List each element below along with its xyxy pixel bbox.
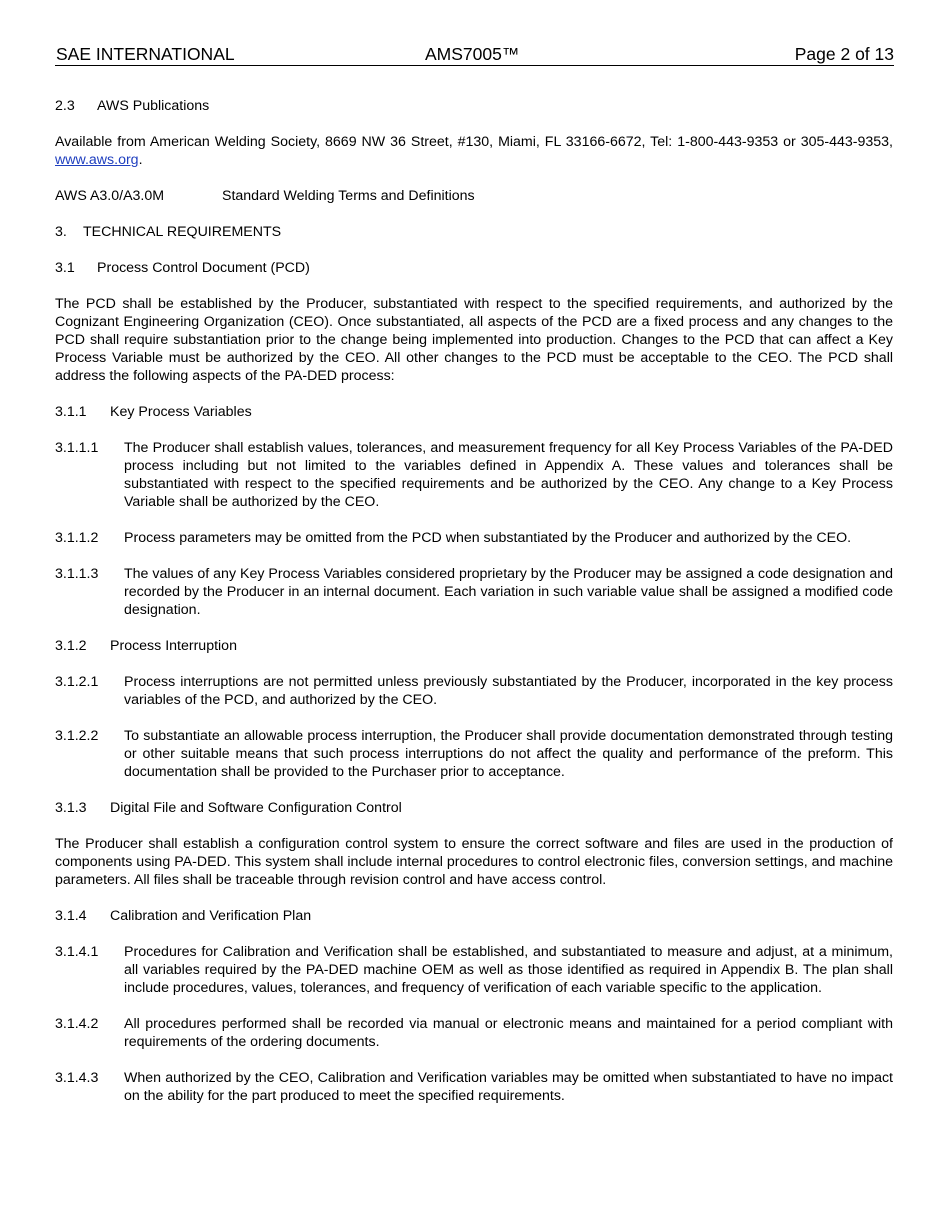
list-item bbox=[55, 1015, 893, 1051]
list-item bbox=[55, 439, 893, 511]
item-text: When authorized by the CEO, Calibration and Verification variables may be omitted when substantiated to have no impact on the ability for the part produced to meet the specified requirements. bbox=[124, 1070, 893, 1104]
item-text: Procedures for Calibration and Verification shall be established, and substantiated to measure and adjust, at a minimum, all variables required by the PA-DED machine OEM as well as those identified as required in Appendix B. The plan shall include procedures, values, tolerances, and frequency of verification of each variable specific to the application. bbox=[124, 944, 893, 996]
section-title: Process Control Document (PCD) bbox=[97, 260, 310, 276]
section-heading-3-1-4 bbox=[55, 907, 893, 925]
configuration-control-paragraph: The Producer shall establish a configuration control system to ensure the correct software and files are used in the production of components using PA-DED. This system shall include internal procedures to control electronic files, conversion settings, and machine parameters. All files shall be traceable through revision control and have access control. bbox=[55, 836, 893, 888]
section-number: 3.1.1 bbox=[55, 404, 87, 420]
section-heading-3-1 bbox=[55, 259, 893, 277]
list-item bbox=[55, 727, 893, 781]
item-number: 3.1.1.3 bbox=[55, 566, 99, 582]
section-heading-3-1-3 bbox=[55, 799, 893, 817]
header-page-number: Page 2 of 13 bbox=[794, 44, 894, 64]
section-number: 3.1 bbox=[55, 260, 75, 276]
section-title: Process Interruption bbox=[110, 638, 237, 654]
section-title: Calibration and Verification Plan bbox=[110, 908, 312, 924]
section-heading-3-1-2 bbox=[55, 637, 893, 655]
item-number: 3.1.4.1 bbox=[55, 944, 99, 960]
item-text: To substantiate an allowable process interruption, the Producer shall provide documentation demonstrated through testing or other suitable means that such process interruptions do not affect the quality and performance of the preform. This documentation shall be provided to the Purchaser prior to acceptance. bbox=[124, 728, 893, 780]
section-heading-3-1-1 bbox=[55, 403, 893, 421]
section-title: Key Process Variables bbox=[110, 404, 252, 420]
item-number: 3.1.4.3 bbox=[55, 1070, 99, 1086]
paragraph-text: Available from American Welding Society, 8669 NW 36 Street, #130, Miami, FL 33166-6672, Tel: 1-800-443-9353 or 305-443-9353, bbox=[55, 134, 893, 150]
section-title: Digital File and Software Configuration Control bbox=[110, 800, 402, 816]
paragraph-text-end: . bbox=[138, 152, 143, 168]
reference-entry bbox=[55, 187, 893, 205]
item-text: Process parameters may be omitted from the PCD when substantiated by the Producer and authorized by the CEO. bbox=[124, 530, 852, 546]
item-text: The values of any Key Process Variables considered proprietary by the Producer may be assigned a code designation and recorded by the Producer in an internal document. Each variation in such variable value shall be assigned a modified code designation. bbox=[124, 566, 893, 618]
header-organization: SAE INTERNATIONAL bbox=[56, 44, 235, 64]
item-number: 3.1.4.2 bbox=[55, 1016, 99, 1032]
section-heading-2-3 bbox=[55, 97, 893, 115]
section-heading-3 bbox=[55, 223, 893, 241]
list-item bbox=[55, 943, 893, 997]
aws-availability-paragraph bbox=[55, 133, 893, 169]
section-number: 3.1.3 bbox=[55, 800, 87, 816]
section-title: AWS Publications bbox=[97, 98, 210, 114]
item-number: 3.1.1.1 bbox=[55, 440, 99, 456]
list-item bbox=[55, 565, 893, 619]
section-number: 3. bbox=[55, 224, 67, 240]
list-item bbox=[55, 529, 893, 547]
document-body bbox=[55, 97, 893, 1105]
item-number: 3.1.2.1 bbox=[55, 674, 99, 690]
section-number: 2.3 bbox=[55, 98, 75, 114]
header-document-id: AMS7005™ bbox=[425, 44, 520, 64]
section-number: 3.1.2 bbox=[55, 638, 87, 654]
section-number: 3.1.4 bbox=[55, 908, 87, 924]
list-item bbox=[55, 1069, 893, 1105]
page-header bbox=[55, 44, 894, 66]
item-text: All procedures performed shall be recorded via manual or electronic means and maintained for a period compliant with requirements of the ordering documents. bbox=[124, 1016, 893, 1050]
item-number: 3.1.2.2 bbox=[55, 728, 99, 744]
aws-website-link[interactable]: www.aws.org bbox=[55, 152, 139, 168]
section-title: TECHNICAL REQUIREMENTS bbox=[83, 224, 282, 240]
item-text: Process interruptions are not permitted unless previously substantiated by the Producer, incorporated in the key process variables of the PCD, and authorized by the CEO. bbox=[124, 674, 893, 708]
item-text: The Producer shall establish values, tolerances, and measurement frequency for all Key Process Variables of the PA-DED process including but not limited to the variables defined in Appendix A. These values and tolerances shall be substantiated with respect to the specified requirements and be authorized by the CEO. Any change to a Key Process Variable shall be authorized by the CEO. bbox=[124, 440, 893, 510]
item-number: 3.1.1.2 bbox=[55, 530, 99, 546]
list-item bbox=[55, 673, 893, 709]
reference-title: Standard Welding Terms and Definitions bbox=[222, 188, 475, 204]
reference-code: AWS A3.0/A3.0M bbox=[55, 188, 165, 204]
pcd-paragraph: The PCD shall be established by the Producer, substantiated with respect to the specified requirements, and authorized by the Cognizant Engineering Organization (CEO). Once substantiated, all aspects of the PCD are a fixed process and any changes to the PCD shall require substantiation prior to the change being implemented into production. Changes to the PCD that can affect a Key Process Variable must be authorized by the CEO. All other changes to the PCD must be acceptable to the CEO. The PCD shall address the following aspects of the PA-DED process: bbox=[55, 296, 893, 384]
